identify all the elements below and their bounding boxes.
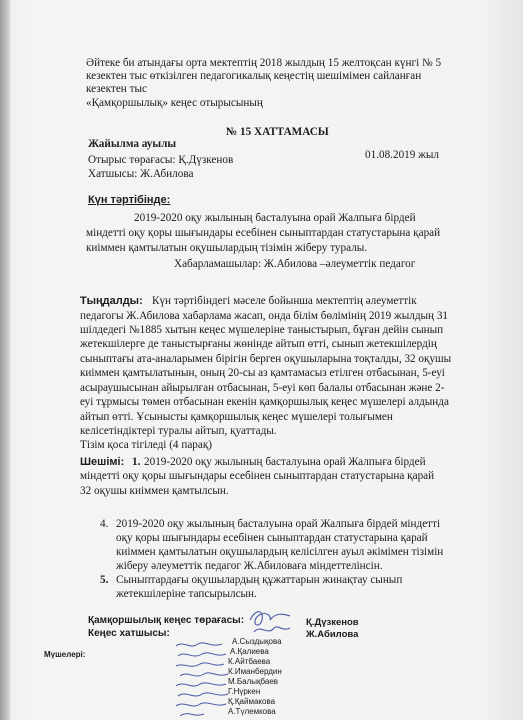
member-name: Г.Нүркен (228, 687, 261, 696)
document-date: 01.08.2019 жыл (365, 149, 439, 161)
member-name: А.Қалиева (230, 647, 269, 656)
decided-item-1-line-1: 2019-2020 оқу жылының басталуына орай Жалпыға бірдей (144, 456, 426, 468)
listened-line-1: Күн тәртібіндегі мәселе бойынша мектептің әлеуметтік (152, 295, 417, 307)
village: Жайылма ауылы (88, 138, 177, 150)
decided-item-1-number: 1. (132, 456, 141, 468)
listened-line-4: жетекшілерге де таныстырғаны жөнінде айтып өтті, сынып жетекшілердің (80, 338, 437, 350)
header-line-4: «Қамқоршылық» кеңес отырысының (86, 97, 263, 109)
secretary-line: Хатшысы: Ж.Абилова (88, 168, 194, 180)
chair-signature-label: Қамқоршылық кеңес төрағасы: (88, 615, 245, 626)
member-name: М.Балықбаев (228, 677, 279, 686)
members-label: Мүшелері: (44, 650, 86, 659)
decided-item-5-line-2: жетекшілеріне тапсырылсын. (116, 588, 257, 600)
listened-line-6: киіммен қамтылатынын, оның 20-сы аз қамтамасыз етілген отбасынан, 5-еуі (80, 367, 445, 379)
chair-line: Отырыс төрағасы: Қ.Дүзкенов (88, 154, 234, 166)
header-line-2: кезектен тыс өткізілген педагогикалық кеңестің шешімімен сайланған (86, 70, 422, 82)
decided-item-4-line-1: 2019-2020 оқу жылының басталуына орай Жалпыға бірдей міндетті (116, 518, 441, 530)
decided-item-1-line-3: 32 оқушы киіммен қамтылсын. (80, 485, 229, 497)
agenda-line-3: киіммен қамтылатын оқушылардың тізімін жіберу туралы. (86, 242, 368, 254)
decided-heading: Шешімі: (80, 456, 125, 468)
decided-item-4-line-3: киіммен қамтылатын оқушылардың келісілген ауыл әкімімен тізімін (116, 546, 444, 558)
listened-line-7: асыраушысынан айырылған отбасынан, 5-еуі көп балалы отбасынан және 2- (80, 382, 445, 394)
decided-item-5-line-1: Сыныптардағы оқушылардың құжаттарын жинақтау сынып (116, 574, 403, 586)
member-name: К.Айтбаева (228, 657, 271, 666)
member-name: А.Түлемкова (228, 707, 276, 716)
listened-line-11: Тізім қоса тігіледі (4 парақ) (80, 439, 212, 451)
chair-handwritten-signature (246, 606, 296, 640)
header-line-3: кезектен тыс (86, 83, 147, 95)
listened-line-2: педагогы Ж.Абилова хабарлама жасап, онда білім бөлімінің 2019 жылдың 31 (80, 310, 449, 322)
member-name: А.Сыздықова (232, 637, 282, 646)
protocol-title: № 15 ХАТТАМАСЫ (226, 126, 329, 138)
header-line-1: Әйтеке би атындағы орта мектептің 2018 жылдың 15 желтоқсан күнгі № 5 (86, 57, 442, 69)
decided-item-4-number: 4. (100, 518, 109, 530)
chair-signature-name: Қ.Дүзкенов (306, 617, 359, 628)
agenda-heading: Күн тәртібінде: (88, 194, 171, 206)
listened-line-5: сыныптағы ата-аналарымен бірігін берген оқушыларына тоқталды, 32 оқушы (80, 353, 452, 365)
agenda-line-1: 2019-2020 оқу жылының басталуына орай Жалпыға бірдей (134, 212, 416, 224)
agenda-line-2: міндетті оқу қоры шығындары есебінен сыныптардан статустарына қарай (86, 227, 441, 239)
decided-item-1-line-2: міндетті оқу қоры шығындары есебінен сыныптардан статустарына қарай (80, 470, 435, 482)
decided-item-4-line-2: оқу қоры шығындары есебінен сыныптардан статустарына қарай (116, 532, 428, 544)
listened-line-3: шілдедегі №1885 хытын кеңес мүшелеріне таныстырып, бұған дейін сынып (80, 324, 444, 336)
scan-edge-shadow (0, 0, 10, 720)
secretary-signature-label: Кеңес хатшысы: (88, 628, 170, 639)
agenda-speaker: Хабарламашылар: Ж.Абилова –әлеуметтік педагог (174, 258, 416, 270)
decided-item-5-number: 5. (100, 574, 109, 586)
secretary-signature-name: Ж.Абилова (306, 629, 359, 640)
listened-heading: Тыңдалды: (80, 295, 143, 307)
decided-item-4-line-4: жіберу әлеуметтік педагог Ж.Абиловаға міндеттелінсін. (116, 560, 383, 572)
listened-line-8: еуі тұрмысы төмен отбасынан екенін қамқоршылық кеңес мүшелері алдында (80, 396, 449, 408)
listened-line-10: келісетіндіктері туралы айтып, қуаттады. (80, 425, 277, 437)
member-name: Қ.Қаймакова (228, 697, 276, 706)
listened-line-9: айтып өтті. Ұсынысты қамқоршылық кеңес мүшелері толығымен (80, 411, 393, 423)
member-name: К.Иманбердин (228, 667, 282, 676)
members-handwritten-signatures (172, 640, 234, 720)
